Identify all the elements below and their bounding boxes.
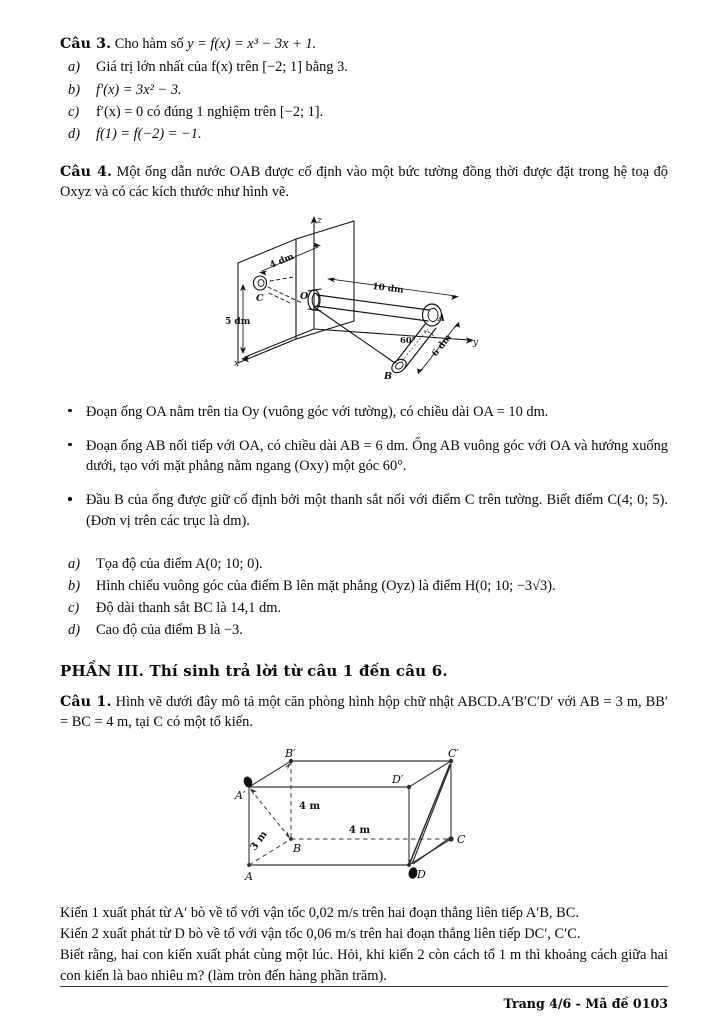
label-dim-4m-vertical: 4 m (299, 800, 321, 812)
question-1-stem-text: Hình vẽ dưới đây mô tả một căn phòng hình hộp chữ nhật ABCD.A′B′C′D′ với AB = 3 m, BB′ = BC = 4 m, tại C có một tổ kiến. (60, 693, 668, 731)
label-vertex-b: B (293, 841, 302, 855)
elbow-a-inner (428, 308, 438, 321)
item-text-b: Hình chiếu vuông góc của điểm B lên mặt phẳng (Oyz) là điểm H(0; 10; −3√3). (96, 577, 556, 594)
question-4-bullet-2 (60, 436, 668, 478)
label-dim-10dm: 10 dm (371, 281, 405, 296)
vertex-c (448, 836, 453, 841)
question-3-item-a (60, 56, 668, 78)
question-3-block (60, 34, 668, 146)
label-point-o: O (300, 290, 309, 302)
edge-dprime-cprime (409, 761, 451, 787)
part-3-heading: PHẦN III. Thí sinh trả lời từ câu 1 đến câu 6. (60, 661, 448, 680)
dash-c-to-o (268, 287, 302, 303)
box-figure (229, 747, 499, 887)
label-vertex-aprime: A′ (235, 788, 246, 802)
wall-right-panel (296, 221, 354, 339)
item-marker-c: c) (68, 104, 80, 121)
page-content (60, 34, 668, 987)
item-marker-b: b) (68, 81, 80, 98)
question-1-body-line-1: Kiến 1 xuất phát từ A′ bò về tổ với vận tốc 0,02 m/s trên hai đoạn thẳng liên tiếp A′B, BC. (60, 904, 579, 921)
bullet-text-3: Đầu B của ống được giữ cố định bởi một thanh sắt nối với điểm C trên tường. Biết điểm C(4; 0; 5). (Đơn vị trên các trục là dm). (86, 492, 668, 530)
cap-b-outer (389, 356, 409, 375)
item-marker-a: a) (68, 556, 80, 573)
bullet-dot-icon (68, 409, 72, 413)
bullet-dot-icon (68, 443, 72, 447)
pipe-figure (214, 211, 514, 386)
bullet-dot-icon (68, 497, 72, 501)
dim-10dm-arrow-left (327, 277, 335, 282)
vertex-dprime (407, 784, 411, 788)
item-text-a: Giá trị lớn nhất của f(x) trên [−2; 1] bằng 3. (96, 59, 348, 76)
edge-aprime-bprime (249, 761, 291, 787)
path-cprime-down (410, 764, 450, 863)
arrow-into-aprime (250, 788, 257, 795)
label-dim-5dm: 5 dm (225, 316, 251, 327)
label-point-c: C (256, 292, 264, 304)
label-axis-z: z (317, 215, 322, 226)
pipe-ab-right (405, 328, 436, 368)
pipe-ab-hatch (402, 329, 428, 361)
question-4-item-d (60, 620, 668, 642)
path-cprime-c (412, 764, 451, 864)
page-footer: Trang 4/6 - Mã đề 0103 (503, 996, 668, 1011)
label-vertex-d: D (417, 867, 426, 881)
item-text-c: Độ dài thanh sắt BC là 14,1 dm. (96, 599, 282, 616)
box-figure-svg (229, 747, 499, 887)
question-4-item-b (60, 576, 668, 598)
dash-c-aux2 (269, 293, 290, 303)
label-point-a: A (438, 313, 445, 324)
item-marker-b: b) (68, 577, 80, 594)
question-3-item-d (60, 123, 668, 145)
question-4-label: Câu 4. (60, 163, 113, 180)
label-vertex-bprime: B′ (285, 746, 296, 760)
question-4-item-c (60, 598, 668, 620)
label-dim-6dm: 6 dm (430, 332, 454, 359)
question-4-bullet-1 (60, 402, 668, 423)
question-4-stem-text: Một ống dẫn nước OAB được cố định vào một bức tường đồng thời được đặt trong hệ toạ độ Oxyz và có các kích thước như hình vẽ. (60, 163, 668, 201)
label-vertex-c: C (457, 832, 466, 846)
footer-divider (60, 986, 668, 987)
arrow-into-b (283, 831, 290, 838)
label-vertex-dprime: D′ (392, 772, 404, 786)
question-3-item-c (60, 101, 668, 123)
label-vertex-cprime: C′ (448, 746, 459, 760)
dim-10dm-arrow-right (451, 295, 459, 300)
label-angle-60: 60° (400, 334, 416, 345)
question-3-items (60, 56, 668, 145)
pipe-figure-svg (214, 211, 514, 386)
label-dim-3m: 3 m (248, 828, 270, 853)
flange-o-inner (312, 293, 319, 306)
vertex-a (247, 863, 251, 867)
bullet-text-1: Đoạn ống OA nằm trên tia Oy (vuông góc với tường), có chiều dài OA = 10 dm. (86, 403, 549, 420)
item-text-c: f′(x) = 0 có đúng 1 nghiệm trên [−2; 1]. (96, 104, 324, 121)
item-text-d: f(1) = f(−2) = −1. (96, 126, 202, 143)
dim-4dm-arrow-left (259, 270, 267, 275)
label-dim-4dm: 4 dm (268, 251, 296, 271)
question-3-stem-prefix: Cho hàm số (114, 36, 188, 52)
question-1-body-line-2: Kiến 2 xuất phát từ D bò về tổ với vận tốc 0,06 m/s trên hai đoạn thẳng liên tiếp DC′, C′C. (60, 925, 581, 942)
vertex-b (289, 837, 293, 841)
dash-c-aux (270, 277, 294, 281)
item-marker-d: d) (68, 621, 80, 638)
dim-6dm-arrow-top (454, 321, 460, 327)
question-1-block (60, 692, 668, 987)
flange-c-outer (254, 276, 267, 290)
question-3-stem (60, 34, 668, 54)
label-dim-4m-horizontal: 4 m (349, 824, 371, 836)
question-4-stem (60, 162, 668, 203)
path-aprime-b (251, 790, 289, 837)
pipe-oa-bottom (316, 306, 428, 321)
bullet-text-2: Đoạn ống AB nối tiếp với OA, có chiều dài AB = 6 dm. Ống AB vuông góc với OA và hướng xuống dưới, tạo với mặt phẳng nằm ngang (Oxy) một góc 60°. (86, 437, 668, 475)
question-4-bullets (60, 402, 668, 532)
item-marker-a: a) (68, 59, 80, 76)
x-axis (245, 329, 314, 357)
question-4-block (60, 162, 668, 642)
label-point-b: B (384, 370, 393, 382)
question-4-bullet-3 (60, 490, 668, 532)
question-3-label: Câu 3. (60, 36, 112, 52)
question-1-label: Câu 1. (60, 693, 112, 710)
item-text-b: f′(x) = 3x² − 3. (96, 81, 182, 98)
question-4-item-a (60, 554, 668, 576)
item-text-d: Cao độ của điểm B là −3. (96, 621, 243, 638)
flange-c-inner (258, 279, 264, 286)
dim-6dm-arrow-bot (417, 368, 423, 374)
question-1-body-line-3: Biết rằng, hai con kiến xuất phát cùng một lúc. Hỏi, khi kiến 2 còn cách tổ 1 m thì khoảng cách giữa hai con kiến là bao nhiêu m? (làm tròn đến hàng phần trăm). (60, 946, 668, 984)
item-marker-d: d) (68, 126, 80, 143)
vertex-d (407, 863, 411, 867)
item-marker-c: c) (68, 599, 80, 616)
question-3-item-b (60, 79, 668, 101)
question-3-stem-math: y = f(x) = x³ − 3x + 1. (187, 36, 317, 52)
label-axis-x: x (234, 358, 240, 369)
label-vertex-a: A (245, 869, 253, 883)
item-text-a: Tọa độ của điểm A(0; 10; 0). (96, 556, 263, 573)
question-1-stem (60, 692, 668, 733)
label-axis-y: y (473, 337, 479, 348)
question-4-items (60, 554, 668, 642)
pipe-oa-top (317, 295, 429, 310)
